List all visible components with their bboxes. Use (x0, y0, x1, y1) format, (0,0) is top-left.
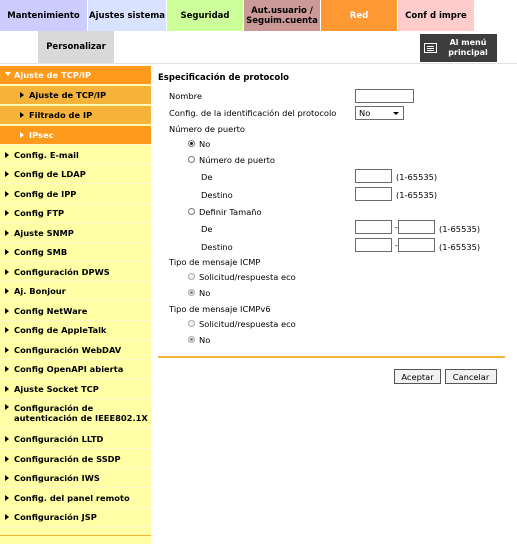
chevron-right-icon (5, 514, 9, 521)
sidebar-item-label: Config SMB (14, 247, 68, 257)
port-de-input[interactable] (355, 169, 392, 183)
cancel-button-label: Cancelar (452, 371, 490, 382)
config-ident-select[interactable] (355, 106, 404, 120)
sidebar-item-config-ftp[interactable] (0, 204, 151, 223)
chevron-right-icon (5, 456, 9, 463)
chevron-right-icon (5, 475, 9, 482)
numero-puerto-label: Número de puerto (169, 124, 245, 134)
menu-list-icon (424, 43, 437, 53)
sidebar-item-config-ipp[interactable] (0, 185, 151, 204)
range-de-dash: - (395, 223, 398, 232)
radio-port-number-label: Número de puerto (199, 155, 275, 165)
range-destino-dash: - (395, 241, 398, 250)
sidebar-item-config-dpws[interactable] (0, 263, 151, 282)
sidebar-item-label: Filtrado de IP (29, 110, 93, 120)
chevron-right-icon (5, 347, 9, 354)
radio-port-number[interactable] (188, 156, 195, 163)
sidebar-item-label: Configuración de SSDP (14, 454, 121, 464)
sidebar-bottom-line (0, 535, 151, 536)
range-destino-from-input[interactable] (355, 238, 392, 252)
sidebar-item-label: Config FTP (14, 208, 65, 218)
sidebar-item-label: IPsec (29, 130, 54, 140)
tab-mantenimiento-label: Mantenimiento (7, 10, 80, 21)
tab-aut-usuario[interactable] (244, 0, 320, 31)
radio-port-no[interactable] (188, 140, 195, 147)
radio-icmpv6-no[interactable] (188, 336, 195, 343)
accept-button-label: Aceptar (401, 371, 434, 382)
accept-button[interactable] (394, 369, 441, 384)
sidebar-item-ajuste-tcpip[interactable] (0, 86, 151, 105)
tab-conf-impre[interactable] (398, 0, 474, 31)
nombre-input[interactable] (355, 89, 414, 103)
radio-icmp-echo[interactable] (188, 273, 195, 280)
chevron-right-icon (5, 249, 9, 256)
sidebar-item-label: Aj. Bonjour (14, 286, 66, 296)
radio-icmp-no-label: No (199, 288, 211, 298)
tab-red[interactable] (321, 0, 397, 31)
range-de-to-input[interactable] (398, 220, 435, 234)
form-divider (158, 356, 505, 358)
sidebar-item-label: Configuración DPWS (14, 267, 110, 277)
main-menu-label-line1: Al menú (449, 38, 487, 47)
sidebar-item-config-iws[interactable] (0, 469, 151, 488)
range-destino-label: Destino (201, 242, 233, 252)
sidebar-item-label: Ajuste de TCP/IP (29, 90, 107, 100)
sidebar-item-aj-bonjour[interactable] (0, 282, 151, 301)
sidebar-item-config-webdav[interactable] (0, 341, 151, 360)
sidebar-item-config-ieee8021x[interactable] (0, 399, 151, 429)
chevron-right-icon (20, 92, 24, 99)
icmp-type-label: Tipo de mensaje ICMP (169, 257, 261, 267)
sidebar-item-ajuste-snmp[interactable] (0, 224, 151, 243)
chevron-right-icon (5, 327, 9, 334)
top-tab-bar (0, 0, 517, 31)
sidebar-item-config-email[interactable] (0, 146, 151, 165)
chevron-right-icon (5, 436, 9, 443)
chevron-right-icon (20, 112, 24, 119)
sidebar-item-label: Config de LDAP (14, 169, 86, 179)
radio-icmp-echo-label: Solicitud/respuesta eco (199, 272, 296, 282)
sidebar-item-config-lltd[interactable] (0, 430, 151, 449)
sidebar-item-config-appletalk[interactable] (0, 321, 151, 340)
config-ident-label: Config. de la identificación del protocolo (169, 108, 337, 118)
chevron-right-icon (5, 495, 9, 502)
tab-ajustes-sistema[interactable] (88, 0, 166, 31)
tab-personalizar-label: Personalizar (46, 42, 106, 52)
chevron-right-icon (5, 269, 9, 276)
sidebar-item-filtrado-ip[interactable] (0, 106, 151, 125)
sidebar-item-config-ldap[interactable] (0, 165, 151, 184)
chevron-right-icon (5, 366, 9, 373)
main-menu-button[interactable] (420, 34, 497, 62)
port-de-label: De (201, 172, 213, 182)
sidebar-item-ajuste-socket[interactable] (0, 380, 151, 399)
tab-aut-usuario-label-line2: Seguim.cuenta (246, 15, 318, 26)
range-de-range-hint: (1-65535) (439, 224, 481, 234)
chevron-right-icon (5, 191, 9, 198)
tab-red-label: Red (349, 10, 369, 21)
range-destino-range-hint: (1-65535) (439, 242, 481, 252)
icmpv6-type-label: Tipo de mensaje ICMPv6 (169, 304, 271, 314)
chevron-right-icon (5, 288, 9, 295)
chevron-right-icon (5, 404, 9, 411)
sidebar-item-label: Config OpenAPI abierta (14, 364, 124, 374)
radio-definir-tamano[interactable] (188, 208, 195, 215)
range-de-from-input[interactable] (355, 220, 392, 234)
main-menu-button-label (439, 38, 497, 58)
main-menu-label-line2: principal (448, 48, 488, 57)
radio-icmpv6-echo[interactable] (188, 320, 195, 327)
tab-mantenimiento[interactable] (0, 0, 87, 31)
tab-ajustes-sistema-label: Ajustes sistema (89, 10, 165, 21)
sidebar-item-label-line1: Configuración de (14, 403, 94, 413)
sidebar-item-label: Ajuste Socket TCP (14, 384, 99, 394)
sidebar-item-label: Config. E-mail (14, 150, 79, 160)
chevron-right-icon (5, 230, 9, 237)
port-destino-input[interactable] (355, 187, 392, 201)
sidebar-item-label: Config de IPP (14, 189, 77, 199)
config-ident-select-value: No (359, 108, 371, 118)
radio-port-no-label: No (199, 139, 211, 149)
chevron-right-icon (5, 152, 9, 159)
chevron-right-icon (5, 171, 9, 178)
sidebar-item-config-smb[interactable] (0, 243, 151, 262)
sidebar-item-label: Ajuste de TCP/IP (14, 70, 92, 80)
sidebar-item-label: Config NetWare (14, 306, 88, 316)
sidebar-item-label: Configuración LLTD (14, 434, 104, 444)
sidebar-item-label (14, 403, 148, 423)
section-title: Especificación de protocolo (158, 73, 290, 83)
port-de-range-hint: (1-65535) (396, 172, 438, 182)
header-divider (0, 63, 517, 64)
chevron-down-icon (393, 112, 399, 115)
tab-aut-usuario-label-line1: Aut.usuario / (251, 5, 313, 16)
sidebar-item-label: Config. del panel remoto (14, 493, 130, 503)
sidebar-item-label-line2: autenticación de IEEE802.1X (14, 413, 148, 423)
radio-icmp-no[interactable] (188, 289, 195, 296)
chevron-right-icon (5, 308, 9, 315)
chevron-right-icon (5, 210, 9, 217)
tab-conf-impre-label: Conf d impre (405, 10, 467, 21)
sidebar-item-ajuste-tcpip-group[interactable] (0, 66, 151, 85)
sidebar-item-ipsec[interactable] (0, 126, 151, 145)
chevron-right-icon (5, 386, 9, 393)
sidebar-item-config-openapi[interactable] (0, 360, 151, 379)
port-destino-label: Destino (201, 190, 233, 200)
cancel-button[interactable] (445, 369, 497, 384)
tab-personalizar[interactable] (38, 31, 114, 63)
tab-seguridad[interactable] (167, 0, 243, 31)
sidebar-item-label: Ajuste SNMP (14, 228, 74, 238)
sidebar-item-config-netware[interactable] (0, 302, 151, 321)
sidebar-item-label: Configuración WebDAV (14, 345, 122, 355)
port-destino-range-hint: (1-65535) (396, 190, 438, 200)
sidebar-item-config-ssdp[interactable] (0, 450, 151, 469)
chevron-down-icon (5, 72, 9, 79)
range-de-label: De (201, 224, 213, 234)
radio-icmpv6-no-label: No (199, 335, 211, 345)
sidebar-item-config-jsp[interactable] (0, 508, 151, 527)
sidebar-item-config-panel-remoto[interactable] (0, 489, 151, 508)
range-destino-to-input[interactable] (398, 238, 435, 252)
radio-definir-tamano-label: Definir Tamaño (199, 207, 262, 217)
radio-icmpv6-echo-label: Solicitud/respuesta eco (199, 319, 296, 329)
tab-seguridad-label: Seguridad (180, 10, 230, 21)
chevron-right-icon (20, 132, 24, 139)
sidebar-item-label: Configuración IWS (14, 473, 100, 483)
sidebar-item-label: Configuración JSP (14, 512, 97, 522)
nombre-label: Nombre (169, 91, 202, 101)
sidebar-item-label: Config de AppleTalk (14, 325, 107, 335)
